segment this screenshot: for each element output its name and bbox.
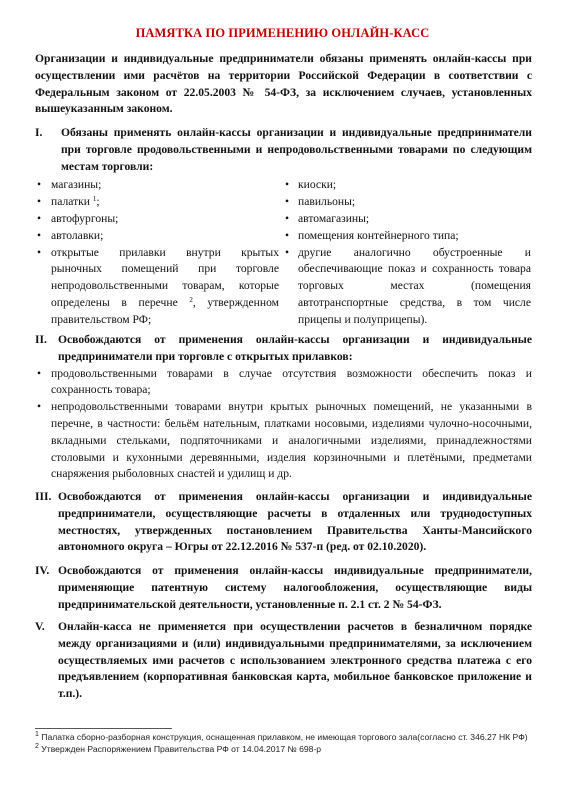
footnote-ref: 1 (92, 195, 97, 204)
list-item: • продовольственными товарами в случае отсутствия возможности обеспечить показ и сохранность товара; (35, 366, 532, 400)
section-4-heading-row (35, 563, 532, 613)
section-1-left-column (35, 177, 283, 328)
section-2-numeral: II. (35, 333, 47, 346)
section-1-heading-row (35, 125, 532, 175)
footnote-ref: 2 (189, 295, 193, 304)
section-2-heading-row (35, 332, 532, 366)
list-item: • другие аналогично обустроенные и обеспечивающие показ и сохранность товара торговых местах (помещения автотранспортные средства, в том числе прицепы и полуприцепы). (283, 245, 531, 329)
section-1-right-column (283, 177, 531, 328)
list-item: • палатки $^1$; (35, 194, 283, 211)
section-3-heading-row (35, 489, 532, 556)
document-title: ПАМЯТКА ПО ПРИМЕНЕНИЮ ОНЛАЙН-КАСС (135, 26, 430, 40)
footnote-2: $^2$ Утвержден Распоряжением Правительства РФ от 14.04.2017 № 698-р (35, 743, 322, 755)
section-5-heading-row (35, 619, 532, 703)
section-4-heading: Освобождаются от применения онлайн-кассы индивидуальные предприниматели, применяющие патентную систему налогообложения, осуществляющие виды предпринимательской деятельности, установленные п. 2.1 ст. 2 № 54-ФЗ. (58, 564, 532, 611)
list-item: • помещения контейнерного типа; (283, 228, 531, 245)
list-item: • непродовольственными товарами внутри крытых рыночных помещений, не указанными в перечне, в частности: бельём нательным, платками носовыми, изделиями чулочно-носочными, вкладными стельками, подпяточниками и аналогичными изделиями, принадлежностями столовыми и кухонными деревянными, изделия корзиночными и плетёными, предметами снаряжения рыболовных снастей и удилищ и др. (35, 399, 532, 483)
section-3 (35, 489, 532, 556)
footnotes (35, 731, 535, 756)
footnote-1: $^1$ Палатка сборно-разборная конструкция, оснащенная прилавком, не имеющая торгового зала(согласно ст. 346.27 НК РФ) (35, 731, 528, 742)
section-3-numeral: III. (35, 490, 52, 503)
list-item: • магазины; (35, 177, 283, 194)
list-item: • автолавки; (35, 228, 283, 245)
list-item: • киоски; (283, 177, 531, 194)
section-5 (35, 619, 532, 703)
section-5-heading: Онлайн-касса не применяется при осуществлении расчетов в безналичном порядке между организациями и (или) индивидуальными предпринимателями, за исключением осуществляемых ими расчетов с использованием электронного средства платежа с его предъявлением (корпоративная банковская карта, мобильное банковское приложение и т.п.). (58, 620, 532, 701)
section-4 (35, 563, 532, 613)
section-2-list (35, 366, 532, 484)
list-item: • автофургоны; (35, 211, 283, 228)
section-5-numeral: V. (35, 620, 45, 633)
section-1-columns (35, 177, 532, 328)
list-item: • автомагазины; (283, 211, 531, 228)
section-2-heading: Освобождаются от применения онлайн-кассы организации и индивидуальные предприниматели при торговле с открытых прилавков: (58, 333, 532, 363)
section-3-heading: Освобождаются от применения онлайн-кассы организации и индивидуальные предприниматели, осуществляющие расчеты в отдаленных или труднодоступных местностях, утвержденных постановлением Правительства Ханты-Мансийского автономного округа – Югры от 22.12.2016 № 537-п (ред. от 02.10.2020). (58, 490, 532, 554)
section-1-heading: Обязаны применять онлайн-кассы организации и индивидуальные предприниматели при торговле продовольственными и непродовольственными товарами по следующим местам торговли: (61, 126, 532, 173)
list-item: • павильоны; (283, 194, 531, 211)
section-2 (35, 332, 532, 483)
intro-paragraph: Организации и индивидуальные предприниматели обязаны применять онлайн-кассы при осуществлении ими расчётов на территории Российской Федерации в соответствии с Федеральным законом от 22.05.2003 № 54-ФЗ, за исключением случаев, установленных вышеуказанным законом. (35, 52, 532, 116)
section-1 (35, 125, 532, 329)
footnote-separator (35, 728, 172, 729)
section-4-numeral: IV. (35, 564, 50, 577)
list-item: • открытые прилавки внутри крытых рыночных помещений при торговле непродовольственными товарам, которые определены в перечне $^2$, утвержденном правительством РФ; (35, 245, 283, 329)
section-1-numeral: I. (35, 126, 43, 139)
